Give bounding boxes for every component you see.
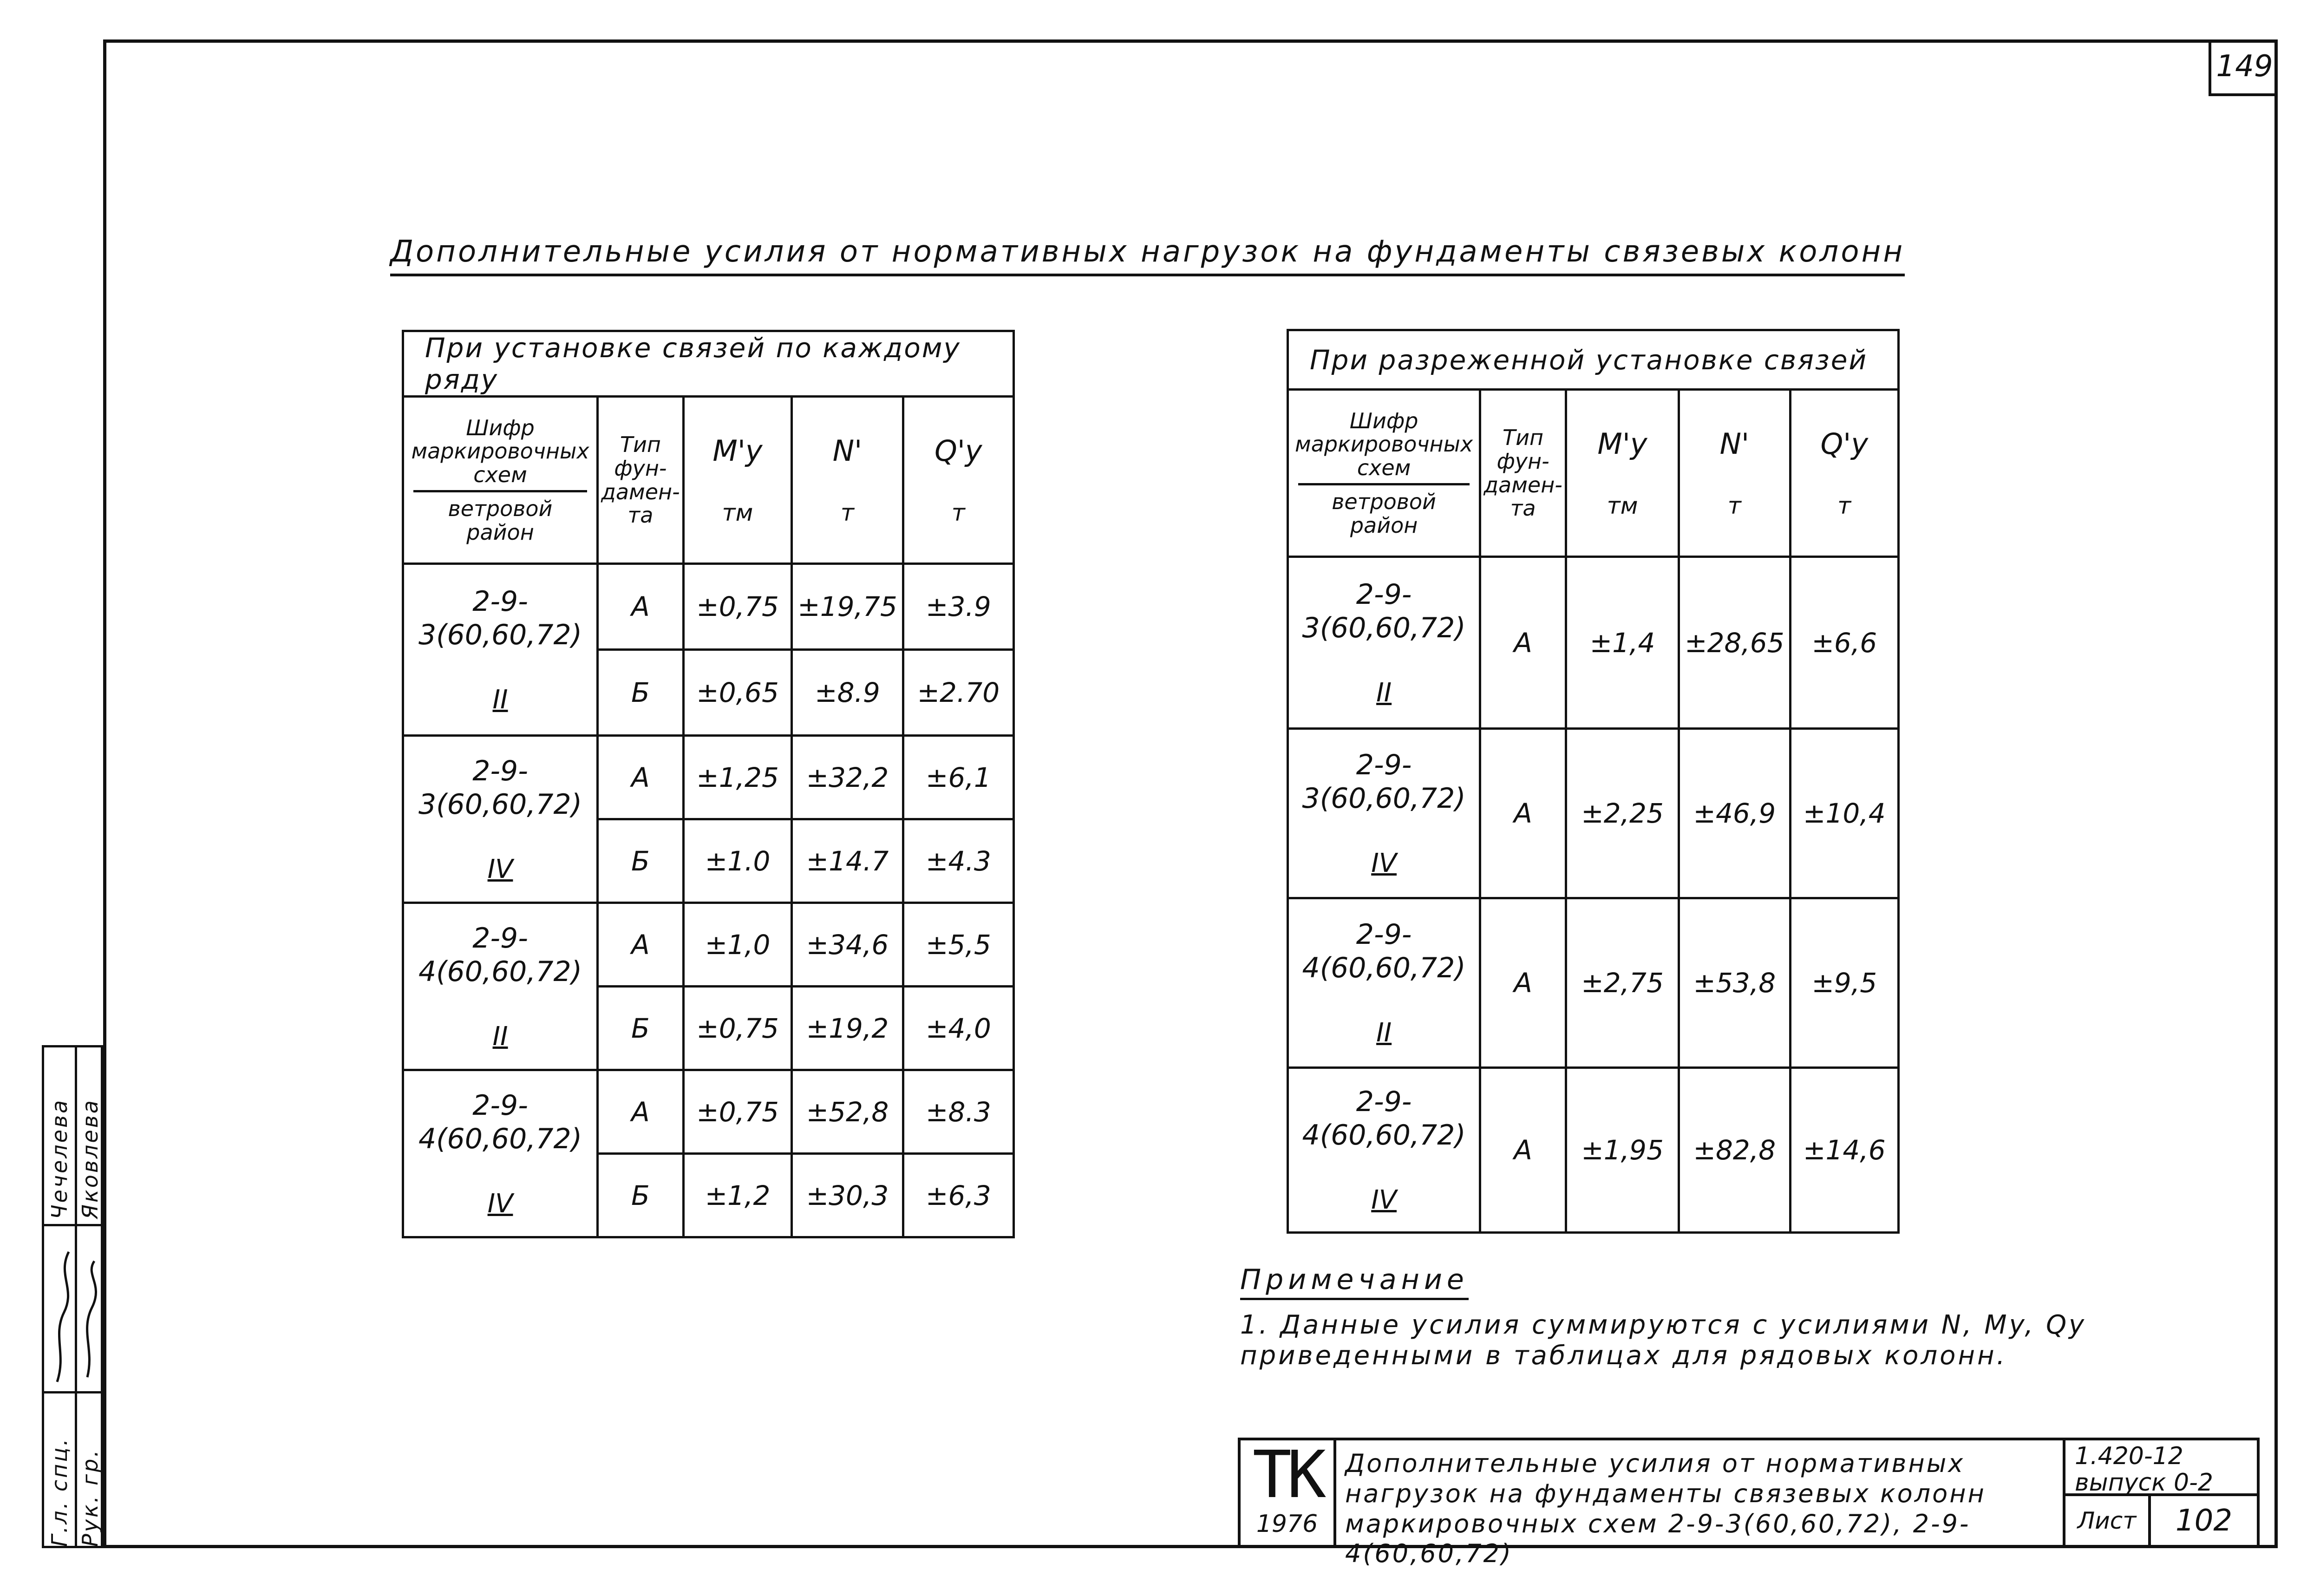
m-cell: ±0,65 — [683, 650, 791, 736]
table-row — [403, 564, 1014, 650]
type-cell: А — [598, 1070, 684, 1154]
m-cell: ±0,75 — [683, 1070, 791, 1154]
cipher-cell — [1288, 898, 1480, 1068]
signature-stamp — [42, 1045, 103, 1548]
document-code — [2063, 1440, 2257, 1496]
n-cell: ±82,8 — [1679, 1068, 1790, 1233]
m-cell: ±2,25 — [1566, 729, 1679, 898]
header-type: Тип фун-дамен-та — [1480, 390, 1566, 557]
title-block — [1238, 1437, 2260, 1569]
table-row — [1288, 557, 1899, 729]
q-cell: ±5,5 — [903, 903, 1013, 987]
header-cipher — [403, 397, 598, 564]
table-row — [403, 736, 1014, 819]
n-cell: ±34,6 — [792, 903, 903, 987]
cipher-text: 2-9-3(60,60,72) — [1302, 749, 1466, 815]
n-cell: ±8.9 — [792, 650, 903, 736]
cipher-cell — [403, 564, 598, 736]
q-cell: ±2.70 — [903, 650, 1013, 736]
type-cell: Б — [598, 1154, 684, 1237]
type-cell: А — [598, 903, 684, 987]
table-left — [402, 330, 1015, 1238]
handwritten-signatures — [48, 1233, 104, 1387]
wind-region: IV — [487, 854, 513, 884]
cipher-cell — [1288, 1068, 1480, 1233]
m-cell: ±0,75 — [683, 564, 791, 650]
type-cell: А — [1480, 898, 1566, 1068]
header-q-unit: т — [951, 499, 965, 526]
stamp-divider — [44, 1391, 101, 1393]
header-cipher-bottom: ветровой район — [1298, 483, 1470, 537]
q-cell: ±6,3 — [903, 1154, 1013, 1237]
header-q-symbol: Q'y — [1820, 427, 1869, 461]
wind-region: II — [1376, 677, 1392, 708]
header-m-unit: тм — [722, 499, 753, 526]
cipher-text: 2-9-3(60,60,72) — [418, 754, 582, 821]
wind-region: IV — [487, 1188, 513, 1219]
n-cell: ±19,75 — [792, 564, 903, 650]
m-cell: ±1.0 — [683, 819, 791, 903]
q-cell: ±10,4 — [1790, 729, 1899, 898]
header-n — [792, 397, 903, 564]
stamp-name-1: Чечелева — [47, 1098, 72, 1219]
type-cell: А — [598, 564, 684, 650]
q-cell: ±4,0 — [903, 987, 1013, 1070]
header-cipher-bottom: ветровой район — [413, 490, 587, 544]
cipher-cell — [1288, 729, 1480, 898]
cipher-text: 2-9-4(60,60,72) — [1302, 918, 1466, 984]
sheet-label: Лист — [2063, 1496, 2151, 1545]
n-cell: ±32,2 — [792, 736, 903, 819]
m-cell: ±1,0 — [683, 903, 791, 987]
stamp-role-2: Рук. гр. — [78, 1448, 103, 1547]
cipher-text: 2-9-4(60,60,72) — [418, 1089, 582, 1155]
brand-box — [1241, 1437, 1336, 1545]
header-q — [903, 397, 1013, 564]
n-cell: ±46,9 — [1679, 729, 1790, 898]
cipher-cell — [403, 1070, 598, 1237]
m-cell: ±2,75 — [1566, 898, 1679, 1068]
header-m-symbol: M'y — [712, 434, 763, 468]
note-text: 1. Данные усилия суммируются с усилиями N, My, Qy приведенными в таблицах для рядовых колонн. — [1240, 1310, 2087, 1371]
cipher-text: 2-9-4(60,60,72) — [418, 922, 582, 988]
table-row — [403, 1070, 1014, 1154]
page-title: Дополнительные усилия от нормативных нагрузок на фундаменты связевых колонн — [390, 235, 1905, 276]
q-cell: ±3.9 — [903, 564, 1013, 650]
brand-mark: ТК — [1252, 1437, 1322, 1513]
n-cell: ±52,8 — [792, 1070, 903, 1154]
type-cell: А — [1480, 729, 1566, 898]
header-m-unit: тм — [1607, 492, 1638, 519]
n-cell: ±53,8 — [1679, 898, 1790, 1068]
header-cipher-top: Шифр маркировочных схем — [411, 415, 589, 487]
table-row — [1288, 729, 1899, 898]
stamp-role-1: Г.л. спц. — [47, 1437, 72, 1547]
n-cell: ±28,65 — [1679, 557, 1790, 729]
table-row — [1288, 1068, 1899, 1233]
sheet-description: Дополнительные усилия от нормативных нагрузок на фундаменты связевых колонн маркировочных схем 2-9-3(60,60,72), 2-9-4(60,60,72) — [1345, 1449, 1986, 1569]
header-cipher-top: Шифр маркировочных схем — [1295, 408, 1473, 480]
header-type: Тип фун-дамен-та — [598, 397, 684, 564]
m-cell: ±1,2 — [683, 1154, 791, 1237]
document-code-line2: выпуск 0-2 — [2075, 1469, 2213, 1497]
cipher-text: 2-9-3(60,60,72) — [1302, 578, 1466, 644]
sheet-number: 102 — [2175, 1504, 2233, 1538]
q-cell: ±6,6 — [1790, 557, 1899, 729]
brand-year: 1976 — [1256, 1510, 1318, 1538]
n-cell: ±19,2 — [792, 987, 903, 1070]
type-cell: А — [1480, 1068, 1566, 1233]
header-n-unit: т — [1727, 492, 1741, 519]
q-cell: ±14,6 — [1790, 1068, 1899, 1233]
header-cipher — [1288, 390, 1480, 557]
header-n-symbol: N' — [1719, 427, 1750, 461]
q-cell: ±4.3 — [903, 819, 1013, 903]
wind-region: II — [492, 684, 508, 715]
wind-region: IV — [1371, 1185, 1397, 1215]
table-right — [1287, 329, 1900, 1234]
q-cell: ±8.3 — [903, 1070, 1013, 1154]
wind-region: IV — [1371, 848, 1397, 878]
note-title: Примечание — [1240, 1263, 1469, 1300]
q-cell: ±9,5 — [1790, 898, 1899, 1068]
cipher-text: 2-9-4(60,60,72) — [1302, 1086, 1466, 1151]
wind-region: II — [1376, 1018, 1392, 1048]
m-cell: ±1,4 — [1566, 557, 1679, 729]
m-cell: ±1,25 — [683, 736, 791, 819]
table-left-caption: При установке связей по каждому ряду — [403, 331, 1014, 397]
table-row — [1288, 898, 1899, 1068]
header-n-symbol: N' — [832, 434, 863, 468]
m-cell: ±1,95 — [1566, 1068, 1679, 1233]
type-cell: А — [598, 736, 684, 819]
m-cell: ±0,75 — [683, 987, 791, 1070]
q-cell: ±6,1 — [903, 736, 1013, 819]
n-cell: ±30,3 — [792, 1154, 903, 1237]
type-cell: Б — [598, 987, 684, 1070]
cipher-cell — [403, 736, 598, 903]
type-cell: Б — [598, 819, 684, 903]
table-right-caption: При разреженной установке связей — [1288, 330, 1899, 390]
header-m-symbol: M'y — [1597, 427, 1647, 461]
type-cell: Б — [598, 650, 684, 736]
header-q — [1790, 390, 1899, 557]
cipher-text: 2-9-3(60,60,72) — [418, 585, 582, 651]
wind-region: II — [492, 1021, 508, 1052]
stamp-divider — [44, 1224, 101, 1226]
cipher-cell — [1288, 557, 1480, 729]
header-n — [1679, 390, 1790, 557]
stamp-name-2: Яковлева — [78, 1098, 103, 1219]
page-number: 149 — [2209, 39, 2278, 96]
header-m — [683, 397, 791, 564]
header-m — [1566, 390, 1679, 557]
header-q-unit: т — [1837, 492, 1851, 519]
header-n-unit: т — [840, 499, 854, 526]
type-cell: А — [1480, 557, 1566, 729]
n-cell: ±14.7 — [792, 819, 903, 903]
document-code-line1: 1.420-12 — [2075, 1442, 2183, 1470]
table-row — [403, 903, 1014, 987]
header-q-symbol: Q'y — [935, 434, 982, 468]
cipher-cell — [403, 903, 598, 1070]
